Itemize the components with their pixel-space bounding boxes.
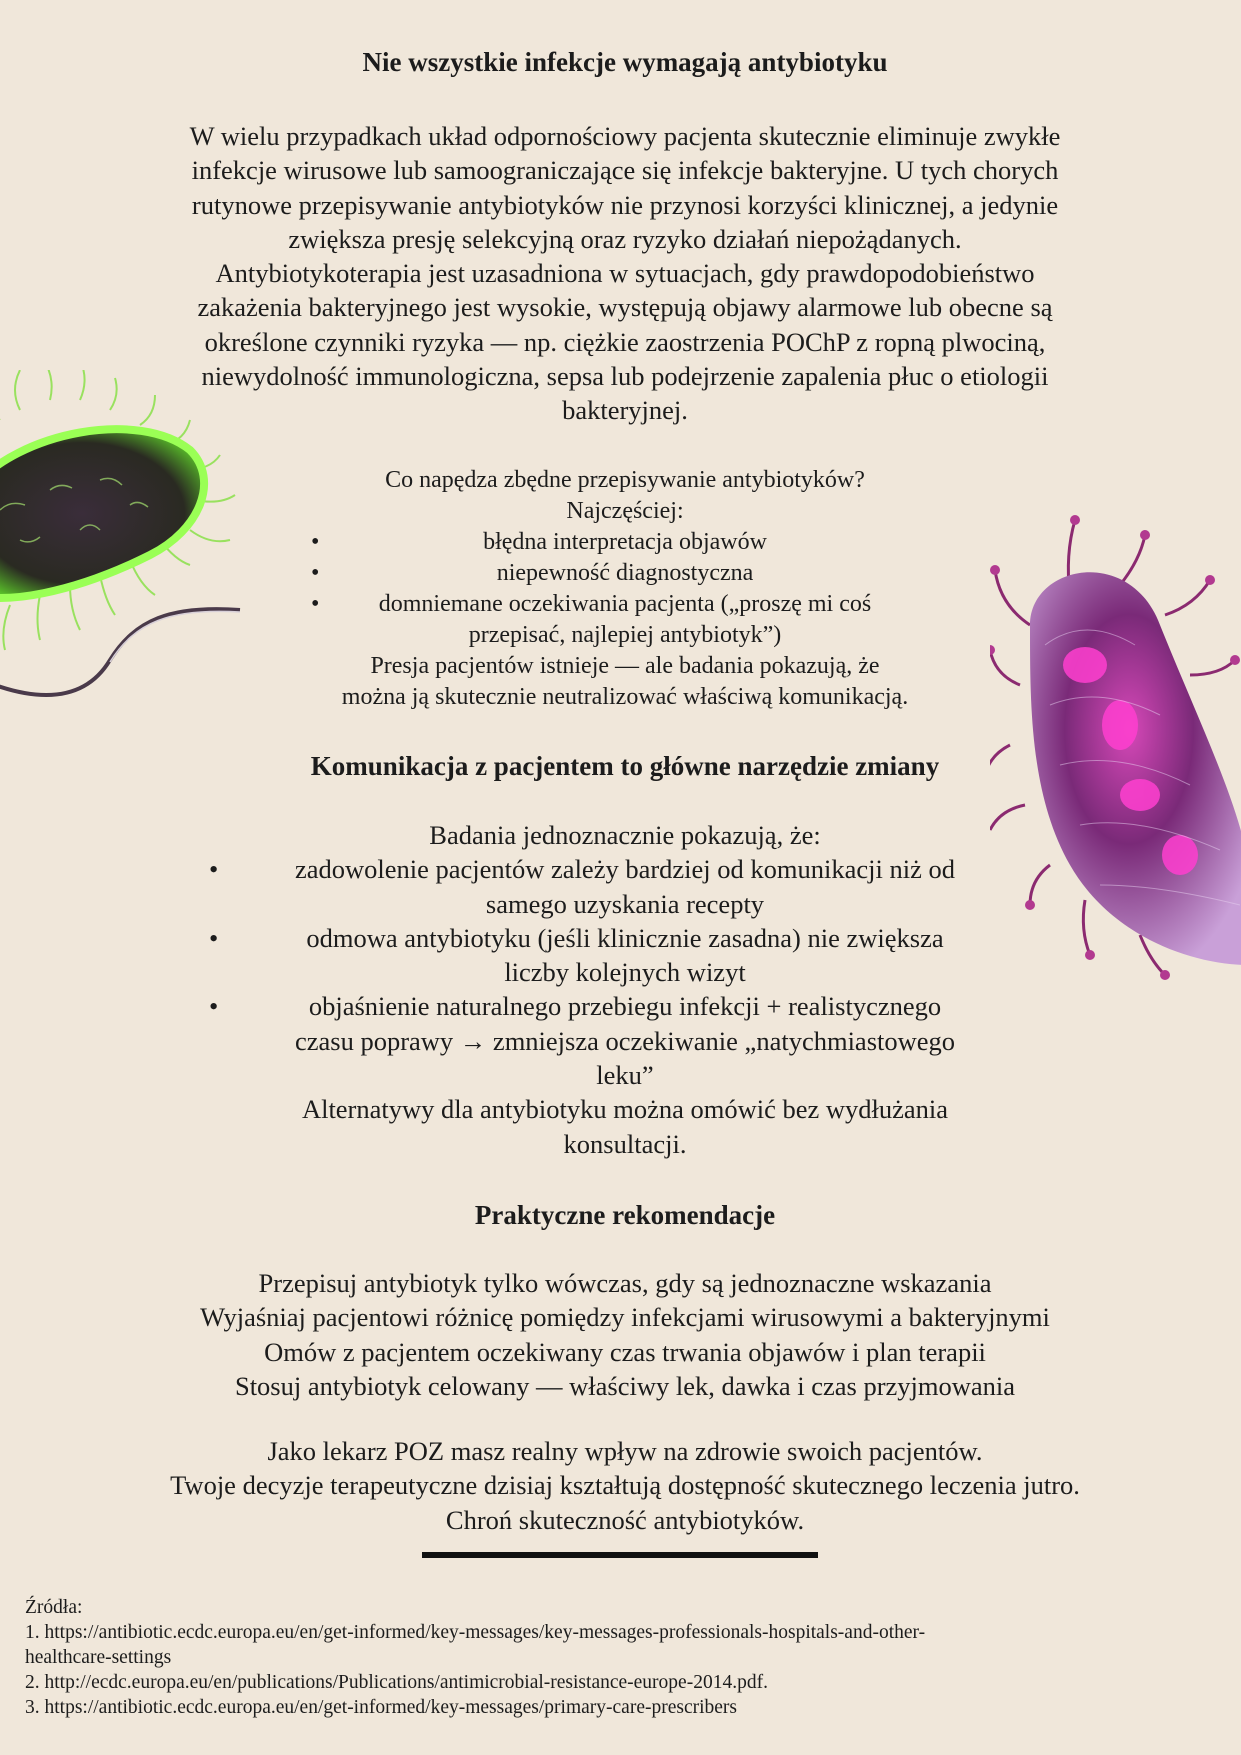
sources-section [25, 1595, 1215, 1720]
drivers-list [305, 527, 945, 651]
recommendations-heading-block [80, 1200, 1170, 1231]
communication-lead: Badania jednoznacznie pokazują, że: [429, 820, 821, 850]
list-item: • zadowolenie pacjentów zależy bardziej od komunikacji niż od samego uzyskania recepty [209, 854, 956, 919]
bullet-icon: • [209, 922, 219, 953]
sources-label: Źródła: [25, 1597, 83, 1618]
recommendation-item: Przepisuj antybiotyk tylko wówczas, gdy są jednoznaczne wskazania [258, 1268, 992, 1298]
intro-line: rutynowe przepisywanie antybiotyków nie przynosi korzyści klinicznej, a jedynie [191, 189, 1059, 220]
intro-line: bakteryjnej. [562, 395, 688, 426]
page-title-block [80, 47, 1170, 78]
drivers-lead: Najczęściej: [566, 498, 684, 524]
recommendations-heading: Praktyczne rekomendacje [474, 1200, 776, 1230]
bullet-icon: • [311, 591, 320, 617]
bullet-icon: • [209, 854, 219, 885]
recommendations-section [80, 1266, 1170, 1403]
intro-line: zwiększa presję selekcyjną oraz ryzyko działań niepożądanych. [288, 223, 962, 254]
intro-line: infekcje wirusowe lub samoograniczające się infekcje bakteryjne. U tych chorych [191, 155, 1059, 186]
drivers-closing: Presja pacjentów istnieje — ale badania pokazują, że [370, 653, 880, 679]
communication-section [80, 818, 1170, 1161]
intro-line: W wielu przypadkach układ odpornościowy pacjenta skutecznie eliminuje zwykłe [189, 121, 1061, 151]
list-item: • odmowa antybiotyku (jeśli klinicznie zasadna) nie zwiększa liczby kolejnych wizyt [209, 922, 944, 988]
bullet-icon: • [311, 560, 320, 586]
bullet-icon: • [311, 529, 320, 555]
intro-line: zakażenia bakteryjnego jest wysokie, występują objawy alarmowe lub obecne są [197, 292, 1053, 323]
recommendation-item: Omów z pacjentem oczekiwany czas trwania objawów i plan terapii [264, 1336, 986, 1367]
list-item: • domniemane oczekiwania pacjenta („proszę mi coś przepisać, najlepiej antybiotyk”) [311, 591, 872, 648]
page-title: Nie wszystkie infekcje wymagają antybiotyku [362, 47, 888, 77]
drivers-closing: można ją skutecznie neutralizować właściwą komunikacją. [341, 684, 909, 710]
intro-line: określone czynniki ryzyka — np. ciężkie zaostrzenia POChP z ropną plwociną, [204, 326, 1046, 357]
communication-closing: Alternatywy dla antybiotyku można omówić bez wydłużania [301, 1094, 949, 1125]
communication-heading: Komunikacja z pacjentem to główne narzędzie zmiany [310, 751, 940, 781]
closing-line: Jako lekarz POZ masz realny wpływ na zdrowie swoich pacjentów. [267, 1436, 983, 1466]
source-link[interactable]: 2. http://ecdc.europa.eu/en/publications/Publications/antimicrobial-resistance-europe-2014.pdf. [25, 1672, 768, 1693]
list-item: • błędna interpretacja objawów [305, 527, 945, 558]
closing-line: Chroń skuteczność antybiotyków. [445, 1504, 805, 1535]
closing-line: Twoje decyzje terapeutyczne dzisiaj kształtują dostępność skutecznego leczenia jutro. [170, 1470, 1080, 1501]
intro-line: Antybiotykoterapia jest uzasadniona w sytuacjach, gdy prawdopodobieństwo [215, 258, 1035, 289]
communication-list [195, 852, 1055, 1092]
source-link[interactable]: 3. https://antibiotic.ecdc.europa.eu/en/get-informed/key-messages/primary-care-prescribers [25, 1697, 738, 1718]
recommendation-item: Wyjaśniaj pacjentowi różnicę pomiędzy infekcjami wirusowymi a bakteryjnymi [200, 1302, 1050, 1333]
drivers-section [80, 465, 1170, 713]
closing-section [80, 1434, 1170, 1537]
communication-heading-block [80, 751, 1170, 782]
intro-line: niewydolność immunologiczna, sepsa lub podejrzenie zapalenia płuc o etiologii [201, 361, 1049, 392]
intro-paragraph [80, 119, 1170, 428]
recommendation-item: Stosuj antybiotyk celowany — właściwy lek, dawka i czas przyjmowania [234, 1370, 1016, 1401]
source-link[interactable]: 1. https://antibiotic.ecdc.europa.eu/en/get-informed/key-messages/key-messages-professionals-hospitals-and-other- [25, 1622, 926, 1643]
bullet-icon: • [209, 991, 219, 1022]
drivers-question: Co napędza zbędne przepisywanie antybiotyków? [385, 467, 865, 493]
divider [422, 1552, 818, 1558]
communication-closing: konsultacji. [563, 1128, 687, 1159]
list-item: • objaśnienie naturalnego przebiegu infekcji + realistycznego czasu poprawy → zmniejsza oczekiwanie „natychmiastowego leku” [209, 991, 956, 1091]
source-link[interactable]: healthcare-settings [25, 1647, 172, 1668]
list-item: • niepewność diagnostyczna [305, 558, 945, 589]
